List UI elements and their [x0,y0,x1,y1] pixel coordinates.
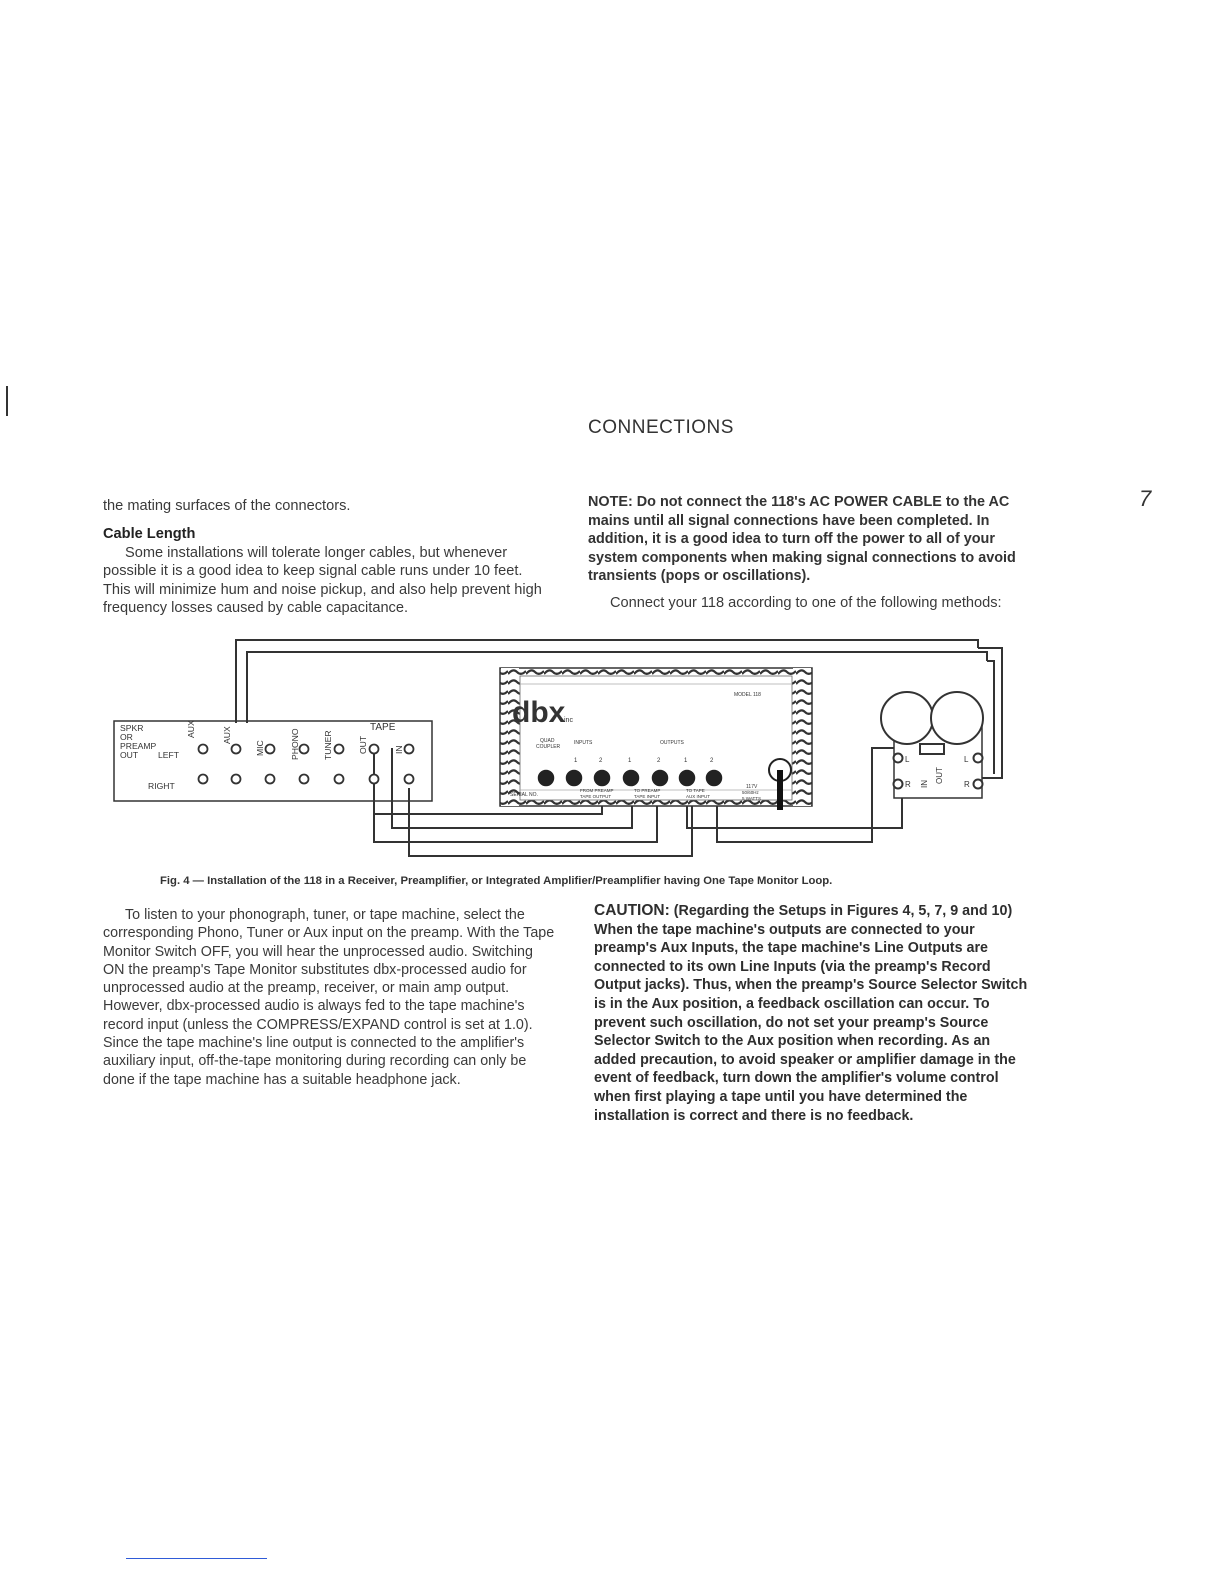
caution-block [594,902,1034,1125]
page-number: 7 [1139,486,1152,511]
preamp-aux-label-1: AUX [186,720,196,738]
dbx-model: MODEL 118 [734,692,761,698]
tape-l-label: L [905,755,910,764]
preamp-label-2: OR [120,732,133,742]
tape-out-label: OUT [935,767,944,784]
page-title: CONNECTIONS [588,417,734,438]
preamp-out-label: OUT [358,735,368,754]
preamp-in-label: IN [394,745,404,754]
cable-length-heading: Cable Length [103,526,196,543]
preamp-left-label: LEFT [158,750,180,760]
dbx-outputs: OUTPUTS [660,740,684,746]
figure-caption: Fig. 4 — Installation of the 118 in a Receiver, Preamplifier, or Integrated Amplifier/Preamplifier having One Tape Monitor Loop. [160,875,833,887]
connection-diagram [112,638,1012,870]
preamp-right-label: RIGHT [148,781,175,791]
dbx-power-2: 50/60Hz [742,790,759,795]
listening-paragraph: To listen to your phonograph, tuner, or tape machine, select the corresponding Phono, Tuner or Aux input on the preamp. With the Tape Monitor Switch OFF, you will hear the unprocessed audio. Switching ON the preamp's Tape Monitor substitutes dbx-processed audio for unprocessed audio at the preamp, receiver, or main amp output. However, dbx-processed audio is always fed to the tape machine's record input (unless the COMPRESS/EXPAND control is set at 1.0). Since the tape machine's line output is connected to the amplifier's auxiliary input, off-the-tape monitoring during recording can only be done if the tape machine has a suitable headphone jack. [103,907,555,1088]
tape-r2-label: R [964,780,970,789]
dbx-quad: QUAD [540,738,555,744]
preamp-aux-label-2: AUX [222,726,232,744]
dbx-coupler: COUPLER [536,744,561,750]
dbx-n1: 1 [574,758,578,764]
dbx-logo: dbx [512,696,566,729]
dbx-logo-sub: inc [564,717,573,724]
dbx-to-preamp: TO PREAMP [634,788,661,793]
preamp-label-3: PREAMP [120,741,157,751]
cable-length-para: Some installations will tolerate longer cables, but whenever possible it is a good idea to keep signal cable runs under 10 feet. This will minimize hum and noise pickup, and also help prevent high frequency losses caused by cable capacitance. [103,544,542,617]
dbx-power-3: 5 WATTS [742,796,761,801]
preamp-label-1: SPKR [120,723,144,733]
left-line1: the mating surfaces of the connectors. [103,498,351,514]
dbx-power-1: 117V [746,784,758,790]
preamp-label-4: OUT [120,750,139,760]
dbx-n3: 1 [628,758,632,764]
preamp-tape-label: TAPE [370,722,396,733]
tape-l2-label: L [964,755,969,764]
preamp-mic-label: MIC [255,740,265,756]
preamp-phono-label: PHONO [290,728,300,760]
footer-rule [126,1558,267,1559]
dbx-tape-input: TAPE INPUT [634,794,661,799]
right-column [588,493,1028,612]
connect-paragraph: Connect your 118 according to one of the following methods: [610,594,1002,611]
left-column [103,497,553,617]
note-paragraph: NOTE: Do not connect the 118's AC POWER CABLE to the AC mains until all signal connections have been completed. In addition, it is a good idea to turn off the power to all of your system components when making signal connections to avoid transients (pops or oscillations). [588,494,1016,585]
dbx-aux-input: AUX INPUT [686,794,711,799]
dbx-inputs: INPUTS [574,740,593,746]
dbx-to-tape: TO TAPE [686,788,705,793]
dbx-n2: 2 [599,758,603,764]
dbx-tape-output: TAPE OUTPUT [580,794,612,799]
dbx-n4: 2 [657,758,661,764]
preamp-tuner-label: TUNER [323,730,333,760]
dbx-n5: 1 [684,758,688,764]
dbx-from-preamp: FROM PREAMP [580,788,614,793]
caution-text: (Regarding the Setups in Figures 4, 5, 7, 9 and 10) When the tape machine's outputs are connected to your preamp's Aux Inputs, the tape machine's Line Outputs are connected to its own Line Inputs (via the preamp's Record Output jacks). Thus, when the preamp's Source Selector Switch is in the Aux position, a feedback oscillation can occur. To prevent such oscillation, do not set your preamp's Source Selector Switch to the Aux position when recording. As an added precaution, to avoid speaker or amplifier damage in the event of feedback, turn down the amplifier's volume control when first playing a tape until you have determined the installation is correct and there is no feedback. [594,903,1028,1124]
dbx-serial: SERIAL NO. [510,792,538,798]
tape-in-label: IN [920,780,929,788]
tape-r-label: R [905,780,911,789]
scan-edge-mark [6,386,8,416]
dbx-n6: 2 [710,758,714,764]
caution-heading: CAUTION: [594,902,670,919]
